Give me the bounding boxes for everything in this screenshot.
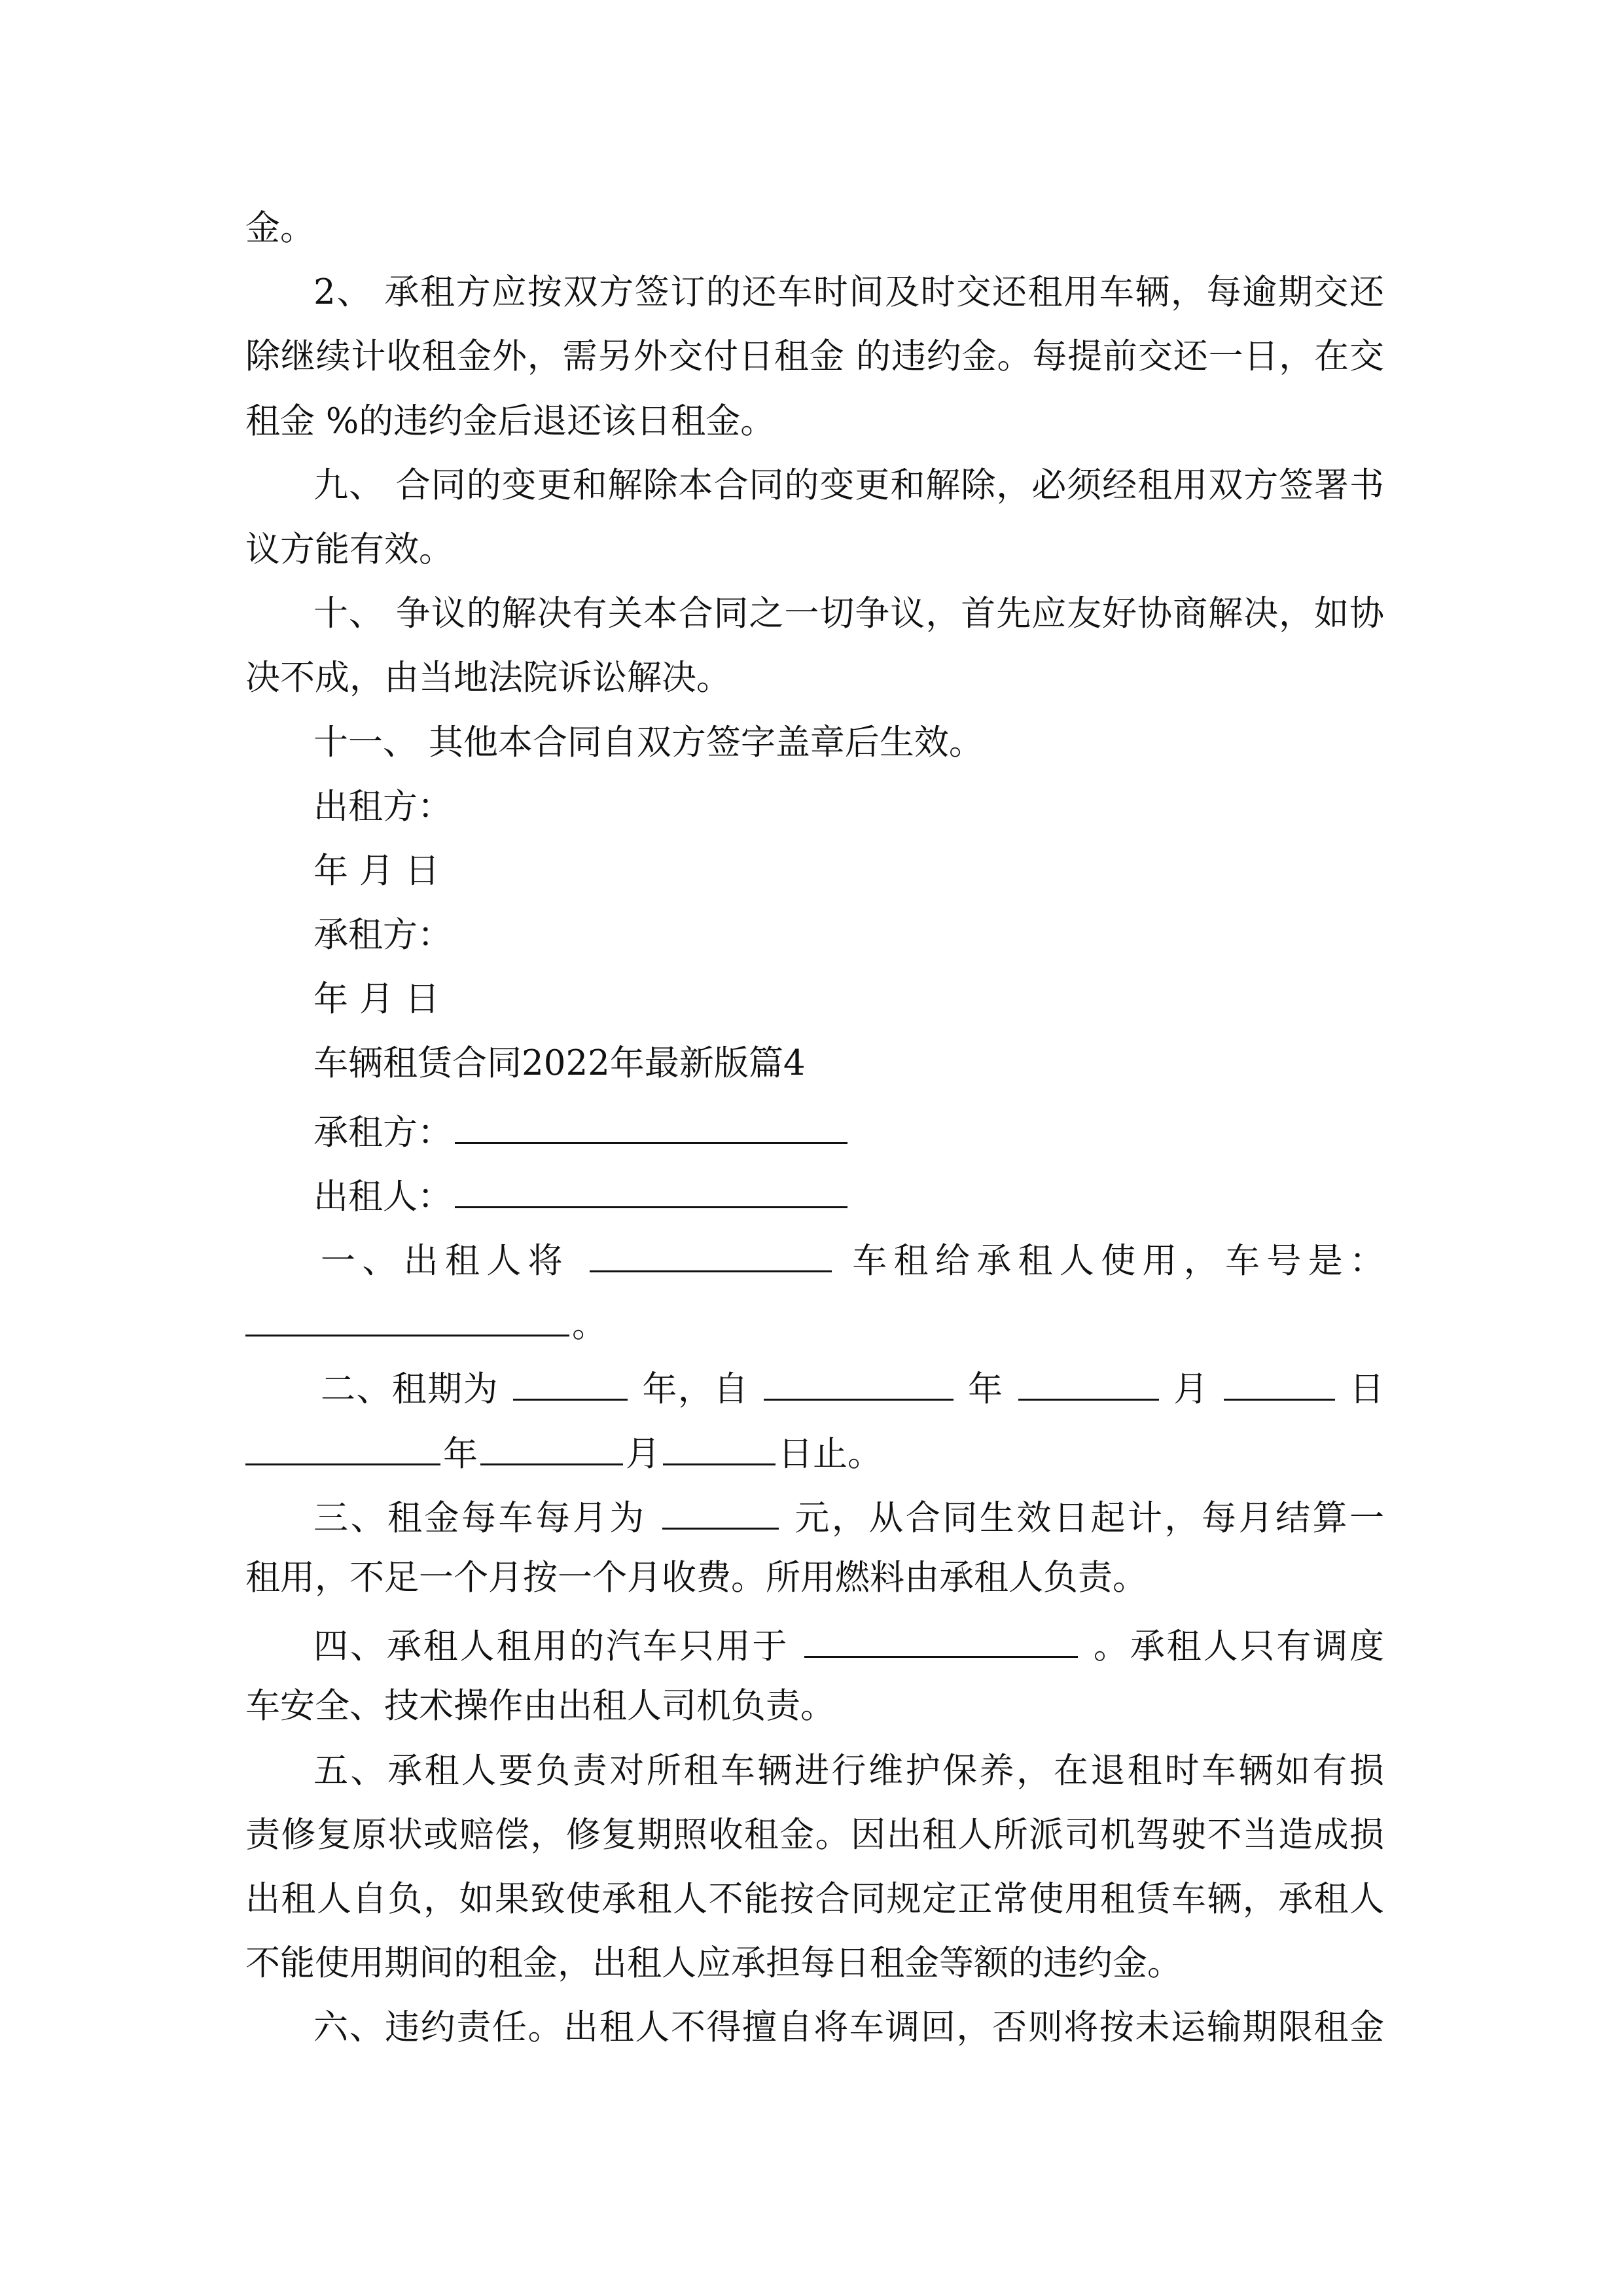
- lessee-row: [245, 1096, 1384, 1160]
- date-line: 年 月 日: [313, 979, 440, 1020]
- term-years-blank[interactable]: [513, 1353, 628, 1401]
- usage-purpose-blank[interactable]: [804, 1610, 1078, 1658]
- lessor-label: 出租人：: [313, 1176, 452, 1217]
- text: 年，自: [642, 1369, 749, 1410]
- text-line: 责修复原状或赔偿，修复期照收租金。因出租人所派司机驾驶不当造成损: [245, 1814, 1384, 1855]
- clause-6: 六、违约责任。出租人不得擅自将车调回，否则将按未运输期限租金: [313, 2007, 1384, 2048]
- text: 元，从合同生效日起计，每月结算一: [794, 1498, 1384, 1538]
- text-line: 出租人自负，如果致使承租人不能按合同规定正常使用租赁车辆，承租人: [245, 1878, 1384, 1919]
- vehicle-blank[interactable]: [590, 1225, 832, 1272]
- clause-3: [245, 1482, 1384, 1546]
- lessor-row: [245, 1160, 1384, 1225]
- text: 日: [1349, 1369, 1384, 1410]
- clause-5: 五、承租人要负责对所租车辆进行维护保养，在退租时车辆如有损: [313, 1750, 1384, 1791]
- clause-4: [245, 1610, 1384, 1674]
- end-day-blank[interactable]: [663, 1418, 776, 1465]
- date-line: 年 月 日: [313, 850, 440, 891]
- text-line: [245, 1289, 1384, 1353]
- text-line: 不能使用期间的租金，出租人应承担每日租金等额的违约金。: [245, 1943, 1182, 1984]
- text-line: 车安全、技术操作由出租人司机负责。: [245, 1686, 835, 1727]
- text: 月: [1173, 1369, 1209, 1410]
- text: 车租给承租人使用，车号是：: [852, 1241, 1384, 1281]
- monthly-rent-blank[interactable]: [662, 1482, 779, 1530]
- text-line: 租用，不足一个月按一个月收费。所用燃料由承租人负责。: [245, 1557, 1147, 1598]
- start-year-blank[interactable]: [764, 1353, 954, 1401]
- clause-1: [245, 1225, 1384, 1289]
- section-title: 车辆租赁合同2022年最新版篇4: [313, 1043, 806, 1084]
- document-page: [245, 196, 1384, 2060]
- lessor-blank[interactable]: [455, 1160, 847, 1208]
- text: 。: [572, 1305, 607, 1346]
- clause-9: 九、 合同的变更和解除本合同的变更和解除，必须经租用双方签署书: [313, 465, 1384, 505]
- clause-11: 十一、 其他本合同自双方签字盖章后生效。: [313, 722, 984, 762]
- text-line: 议方能有效。: [245, 529, 454, 569]
- text: 一、出租人将: [321, 1241, 569, 1281]
- text: 日止。: [778, 1433, 882, 1474]
- lessor-signature-label: 出租方：: [313, 786, 452, 827]
- lessee-signature-label: 承租方：: [313, 915, 452, 956]
- text-line: 租金 %的违约金后退还该日租金。: [245, 401, 776, 441]
- text-line: 金。: [245, 208, 315, 248]
- text-line: [245, 1418, 1384, 1482]
- lessee-label: 承租方：: [313, 1112, 452, 1153]
- lessee-blank[interactable]: [455, 1096, 847, 1144]
- text: 二、租期为: [321, 1369, 499, 1410]
- plate-number-blank[interactable]: [245, 1289, 569, 1336]
- text: 月: [626, 1433, 660, 1474]
- start-month-blank[interactable]: [1018, 1353, 1159, 1401]
- text: 年: [968, 1369, 1004, 1410]
- start-day-blank[interactable]: [1224, 1353, 1335, 1401]
- clause-2: [245, 1353, 1384, 1417]
- text: 三、租金每车每月为: [313, 1498, 647, 1538]
- text: 。承租人只有调度: [1093, 1626, 1384, 1667]
- text: 四、承租人租用的汽车只用于: [313, 1626, 789, 1667]
- clause-10: 十、 争议的解决有关本合同之一切争议，首先应友好协商解决，如协: [313, 594, 1384, 634]
- end-year-blank[interactable]: [245, 1418, 440, 1465]
- text: 年: [443, 1433, 478, 1474]
- text-line: 除继续计收租金外，需另外交付日租金 的违约金。每提前交还一日，在交: [245, 336, 1384, 377]
- text-line: 决不成，由当地法院诉讼解决。: [245, 658, 731, 698]
- end-month-blank[interactable]: [480, 1418, 623, 1465]
- clause-8-2: 2、 承租方应按双方签订的还车时间及时交还租用车辆，每逾期交还: [313, 272, 1384, 313]
